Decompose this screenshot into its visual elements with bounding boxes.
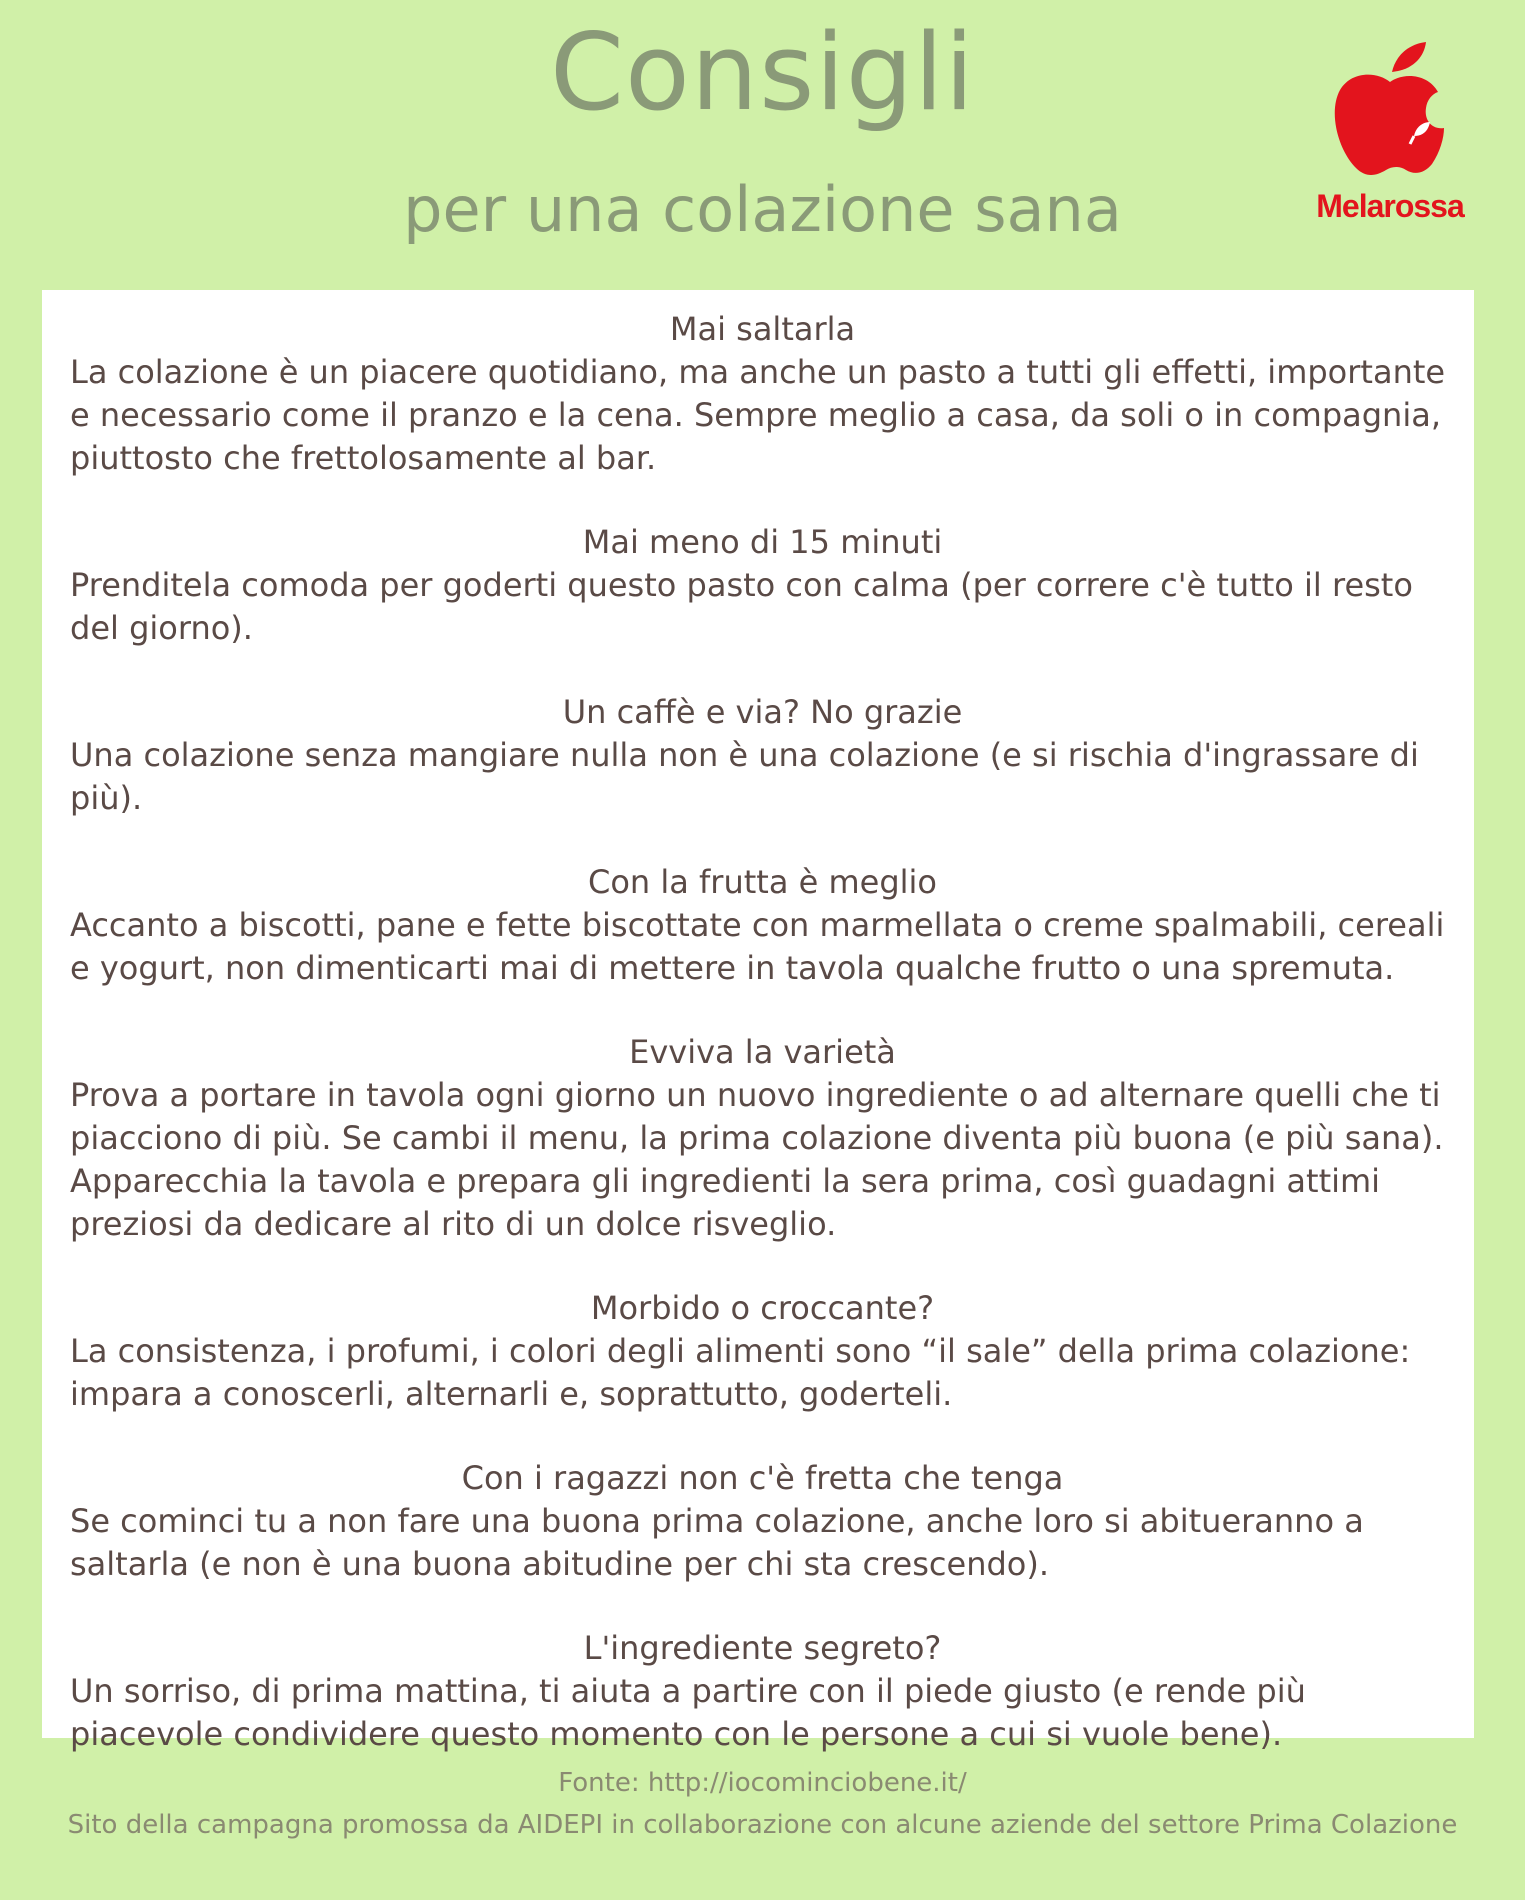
page-subtitle: per una colazione sana: [403, 173, 1122, 246]
tip-body: Una colazione senza mangiare nulla non è una colazione (e si rischia d'ingrassare di più).: [70, 736, 1419, 817]
tip-body: Un sorriso, di prima mattina, ti aiuta a partire con il piede giusto (e rende più piacevole condividere questo momento con le persone a cui si vuole bene).: [70, 1672, 1306, 1753]
tip-body: Se cominci tu a non fare una buona prima colazione, anche loro si abitueranno a saltarla (e non è una buona abitudine per chi sta crescendo).: [70, 1502, 1364, 1583]
tip-item: [70, 861, 1455, 990]
melarossa-logo: [1300, 38, 1480, 228]
tip-item: [70, 691, 1455, 820]
tips-card: [42, 290, 1474, 1753]
tip-body: Accanto a biscotti, pane e fette biscottate con marmellata o creme spalmabili, cereali e yogurt, non dimenticarti mai di mettere in tavola qualche frutto o una spremuta.: [70, 906, 1445, 987]
tip-body: La consistenza, i profumi, i colori degli alimenti sono “il sale” della prima colazione: impara a conoscerli, alternarli e, soprattutto, goderteli.: [70, 1332, 1411, 1413]
source-link[interactable]: Fonte: http://iocominciobene.it/: [558, 1768, 967, 1798]
brand-name: Melarossa: [1316, 188, 1464, 224]
footer-note: Sito della campagna promossa da AIDEPI in collaborazione con alcune aziende del settore Prima Colazione: [67, 1810, 1458, 1840]
tip-item: [70, 1031, 1455, 1246]
tip-heading: Con i ragazzi non c'è fretta che tenga: [461, 1459, 1064, 1497]
tip-heading: Morbido o croccante?: [590, 1289, 935, 1327]
tip-heading: L'ingrediente segreto?: [583, 1629, 942, 1667]
apple-icon: [1330, 38, 1450, 183]
tip-body: Prova a portare in tavola ogni giorno un nuovo ingrediente o ad alternare quelli che ti piacciono di più. Se cambi il menu, la prima colazione diventa più buona (e più sana). Apparecchia la tavola e prepara gli ingredienti la sera prima, così guadagni attimi preziosi da dedicare al rito di un dolce risveglio.: [70, 1076, 1444, 1243]
tip-heading: Evviva la varietà: [629, 1033, 896, 1071]
footer: [0, 1762, 1525, 1846]
tip-item: [70, 521, 1455, 650]
tip-item: [70, 1457, 1455, 1586]
tip-heading: Mai saltarla: [669, 310, 856, 348]
page-title: Consigli: [550, 11, 975, 134]
tip-heading: Un caffè e via? No grazie: [562, 693, 963, 731]
tip-item: [70, 1287, 1455, 1416]
tip-body: La colazione è un piacere quotidiano, ma anche un pasto a tutti gli effetti, importante e necessario come il pranzo e la cena. Sempre meglio a casa, da soli o in compagnia, piuttosto che frettolosamente al bar.: [70, 353, 1446, 477]
tip-item: [70, 1627, 1455, 1756]
tip-heading: Con la frutta è meglio: [587, 863, 937, 901]
tip-body: Prenditela comoda per goderti questo pasto con calma (per correre c'è tutto il resto del giorno).: [70, 566, 1413, 647]
tip-heading: Mai meno di 15 minuti: [582, 523, 943, 561]
tips-list: [70, 308, 1455, 1797]
tip-item: [70, 308, 1455, 480]
